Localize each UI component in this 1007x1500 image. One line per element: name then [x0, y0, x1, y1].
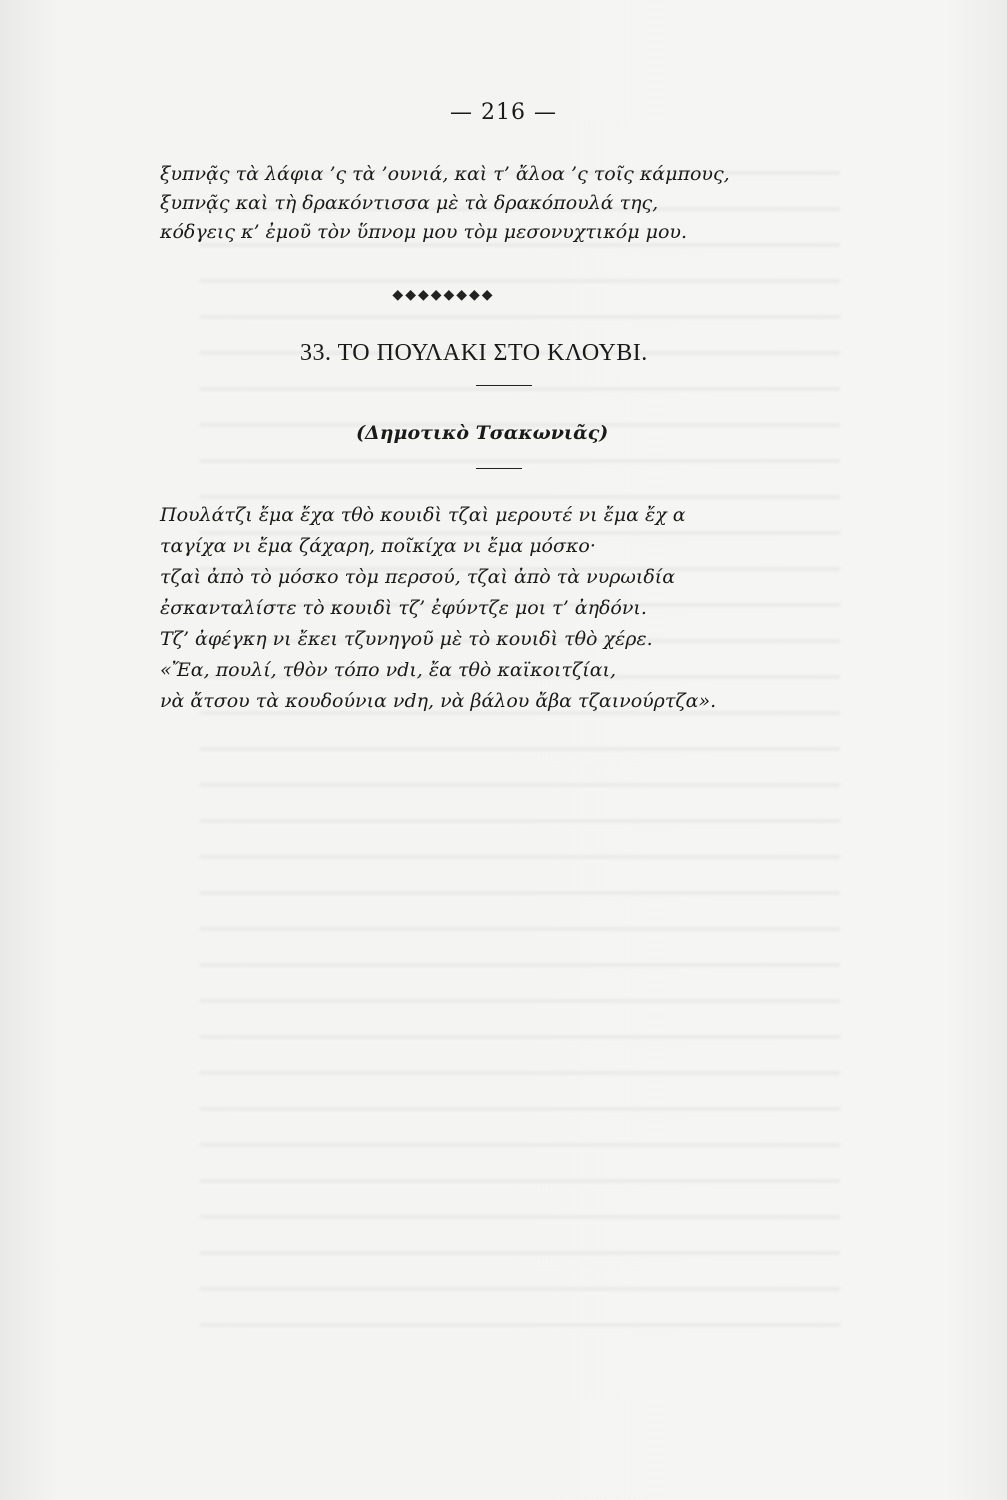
verse-line: ξυπνᾷς καὶ τὴ δρακόντισσα μὲ τὰ δρακόπουλά της,: [160, 192, 659, 214]
poem-continuation: [160, 160, 860, 247]
ornament-divider: ◆◆◆◆◆◆◆◆: [392, 287, 495, 303]
show-through-text: [200, 150, 840, 1350]
page-number: — 216 —: [450, 100, 557, 125]
verse-line: ξυπνᾷς τὰ λάφια ’ς τὰ ’ουνιά, καὶ τ’ ἄλοα ’ς τοῖς κάμπους,: [160, 163, 730, 185]
section-subtitle: (Δημοτικὸ Τσακωνιᾶς): [356, 422, 609, 444]
verse-line: κόδγεις κ’ ἐμοῦ τὸν ὕπνομ μου τὸμ μεσονυχτικόμ μου.: [160, 221, 687, 243]
section-title: 33. ΤΟ ΠΟΥΛΑΚΙ ΣΤΟ ΚΛΟΥΒΙ.: [300, 340, 648, 366]
verse-line: ταγίχα νι ἔμα ζάχαρη, ποῖκίχα νι ἔμα μόσκο·: [160, 535, 596, 557]
verse-line: νὰ ἄτσου τὰ κουδούνια νdη, νὰ βάλου ἄβα τζαινούρτζα».: [160, 690, 717, 712]
verse-line: ἐσκανταλίστε τὸ κουιδὶ τζ’ ἐφύντζε μοι τ’ ἀηδόνι.: [160, 597, 647, 619]
title-rule: [476, 385, 532, 386]
subtitle-rule: [476, 468, 522, 469]
poem-body: [160, 500, 860, 717]
verse-line: Τζ’ ἀφέγκη νι ἔκει τζυνηγοῦ μὲ τὸ κουιδὶ τθὸ χέρε.: [160, 628, 653, 650]
verse-line: «Ἔα, πουλί, τθὸν τόπο νdι, ἔα τθὸ καϊκοιτζίαι,: [160, 659, 617, 681]
verse-line: Πουλάτζι ἔμα ἔχα τθὸ κουιδὶ τζαὶ μερουτέ νι ἔμα ἔχ α: [160, 504, 686, 526]
verse-line: τζαὶ ἀπὸ τὸ μόσκο τὸμ περσού, τζαὶ ἀπὸ τὰ νυρωιδία: [160, 566, 676, 588]
